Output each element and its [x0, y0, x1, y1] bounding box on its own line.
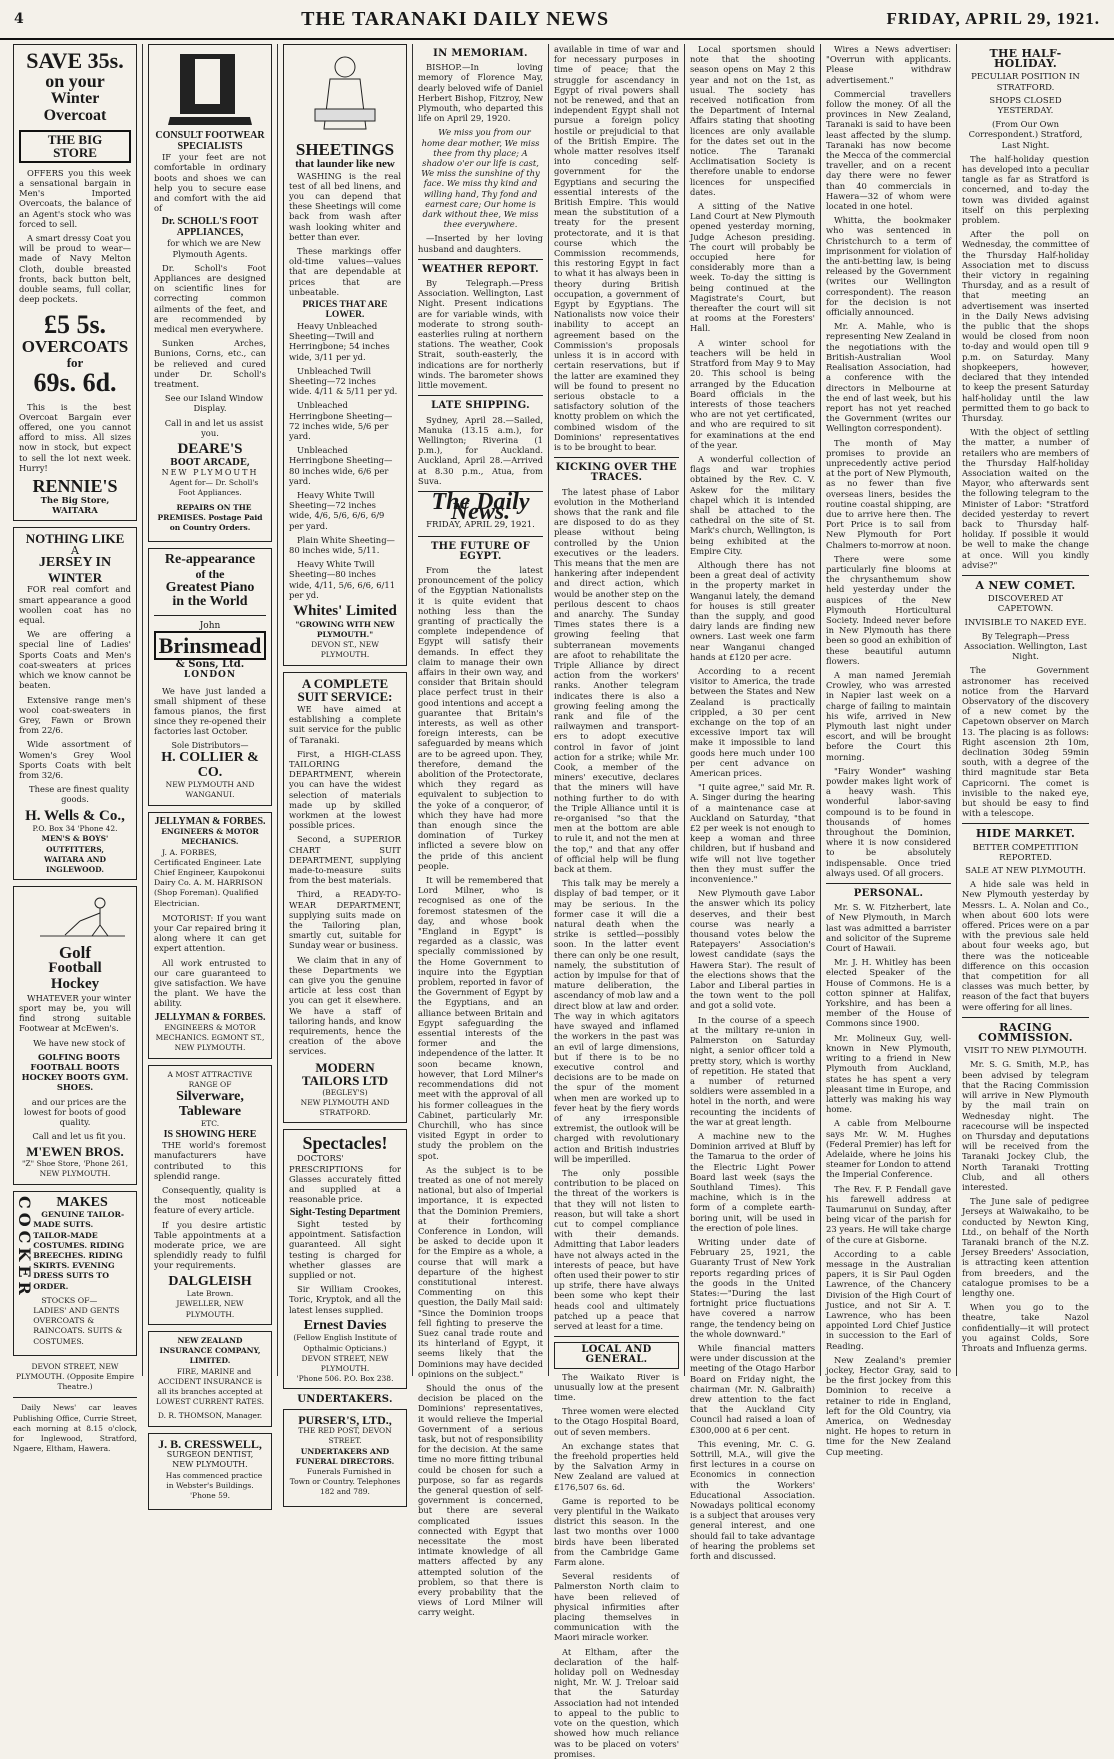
news-item: Mr. A. Mahle, who is representing New Zealand in the negotiations with the British-Australian Wool Realisation Association, had a conference with the directors in Melbourne at the end of last week, but his report has not yet reached the Government (writes our Wellington correspondent). — [826, 321, 951, 434]
ad-headline: JELLYMAN & FORBES. — [154, 815, 266, 827]
personal-item: New Zealand's premier jockey, Hector Gray, said to be the first jockey from this Dominion to receive a retainer to ride in England, left for the Old Country, via America, on Wednesday night. He hopes to return in time for the New Zealand Cup meeting. — [826, 1354, 951, 1457]
ad-address: DEVON ST., NEW PLYMOUTH. — [311, 640, 379, 660]
brand-prefix: John — [199, 620, 221, 631]
ad-subbrand: Late Brown. — [186, 1289, 234, 1299]
article-paragraph: After the poll on Wednesday, the committee of the Thursday Half-holiday Association met to discuss their victory in regaining Thursday, and as a result of that meeting an advertisement was inserted in the Daily News advising the public that the shops would be closed from noon to-day and would open till 9 p.m. on Saturday. Many shopkeepers, however, declared that they intended to keep the present Saturday half-holiday until the law permitted them to go back to Thursday. — [962, 229, 1089, 423]
ad-body: MOTORIST: If you want your Car repaired bring it along where it can get expert attention. — [154, 912, 266, 954]
editorial-continuation: available in time of war and for necessary purposes in time of peace; that the struggle for ascendancy in Egypt of rival powers shall not be renewed, and that an independent Egypt shall not pursue a foreign policy hostile or prejudicial to that of the British Empire. The whole matter resolves itself into conceding self-government for the Egyptians and securing the essential interests of the British Empire. This would mean the substitution of a treaty for the present protectorate, and it is that course which the Commission recommends, this restoring Egypt in fact to what it has always been in theory during British occupation, a government of Egypt by Egyptians. The Nationalists now voice their inability to accept an agreement based on the Commission's proposals unless it is in accord with certain reservations, but if the latter are examined they will be found to present no serious obstacle to a satisfactory solution of the knotty problem on which the combined wisdom of the Dominions' representatives is to be brought to bear. — [554, 44, 679, 452]
undertakers-heading: UNDERTAKERS. — [297, 1394, 393, 1406]
ad-headline-2: Football — [48, 960, 102, 977]
personal-item: Mr. S. W. Fitzherbert, late of New Plymouth, in March last was admitted a barrister and solicitor of the Supreme Court of Hawaii. — [826, 902, 951, 954]
wells-jersey-ad — [13, 527, 137, 880]
article-heading: HIDE MARKET. — [975, 827, 1076, 841]
news-item: Game is reported to be very plentiful in the Waikato district this season. In the last two months over 1000 birds have been liberated from the Cambridge Game Farm alone. — [554, 1495, 679, 1568]
divider — [962, 823, 1089, 824]
price-item: Heavy Unbleached Sheeting—Twill and Herringbone; 54 inches wide, 3/11 per yd. — [289, 320, 390, 362]
news-item: At Eltham, after the declaration of the half-holiday poll on Wednesday night, Mr. W. J. Treloar said that the Saturday Association had not intended to appeal to the public to vote on the question, which showed how much reliance was to be placed on voters' promises. — [554, 1646, 679, 1759]
shoe-illustration — [160, 49, 260, 129]
editorial-paragraph: As the subject is to be treated as one of not merely national, but also of Imperial importance, it is expected that the Dominion Premiers, at their forthcoming Conference in London, will be asked to decide upon it for the Empire as a whole, a course that will mark a departure of the highest constitutional interest. Commenting on this question, the Daily Mail said: "Since the Dominion troops fell fighting to preserve the Suez canal trade route and its hinterland of Egypt, it seems likely that the Dominions may have decided opinions on the subject." — [418, 1164, 543, 1379]
ad-subbrand: (BEGLEY'S) — [322, 1087, 368, 1097]
ad-address: ENGINEERS & MOTOR MECHANICS. EGMONT ST., NEW PLYMOUTH. — [155, 1023, 265, 1053]
divider — [418, 536, 543, 537]
ad-subhead: ENGINEERS & MOTOR MECHANICS. — [161, 827, 259, 847]
ad-manager: D. R. THOMSON, Manager. — [157, 1411, 263, 1421]
cocker-tailor-ad — [13, 1191, 137, 1356]
shipping-report: Sydney, April 28.—Sailed, Manuka (13.15 a.m.), for Wellington; Riverina (1 p.m.), for Auckland. Auckland, April 28.—Arrived at 8.30 p.m., Atua, from Suva. — [418, 414, 543, 486]
memoriam-signature: —Inserted by her loving husband and daughters. — [418, 233, 543, 254]
ad-headline-4: WINTER — [47, 569, 103, 585]
price-item: Unbleached Herringbone Sheeting—80 inches wide, 6/6 per yard. — [289, 445, 393, 486]
ad-brand: DALGLEISH — [168, 1273, 252, 1289]
laundress-illustration — [300, 49, 390, 139]
newspaper-title: THE TARANAKI DAILY NEWS — [301, 7, 610, 30]
news-item: A winter school for teachers will be held in Stratford from May 9 to May 20. This school is being arranged by the Education Board officials in the interests of those teachers who are not yet certificated, and who are required to sit for examinations at the end of the year. — [690, 337, 815, 450]
editorial-paragraph: From the latest pronouncement of the policy of the Egyptian Nationalists it is quite evident that nothing less than the granting of practically the complete independence of Egypt will satisfy their demands. In effect they claim to manage their own affairs in their own way, and consider that Britain should place perfect trust in their good intentions and accept a guarantee that Britain's interests, as well as other foreign interests, can be safeguarded by means which are to be agreed upon. They, therefore, demand the abolition of the Protectorate, which they regard as equivalent to subjection to the yoke of a conqueror, of which they have had more than enough since the domination of Turkey inflicted a severe blow on the pride of this ancient people. — [418, 564, 543, 871]
ad-town: NEW PLYMOUTH AND STRATFORD. — [300, 1098, 390, 1118]
ad-item-list: GENUINE TAILOR-MADE SUITS. TAILOR-MADE COSTUMES. RIDING BREECHES. RIDING SKIRTS. EVENING DRESS SUITS TO ORDER. — [33, 1210, 125, 1291]
ad-vertical-brand: COCKER — [15, 1195, 35, 1299]
divider — [826, 883, 951, 884]
divider — [418, 395, 543, 396]
store-logo: THE BIG STORE — [19, 130, 131, 163]
news-item: While financial matters were under discussion at the meeting of the Otago Harbor Board on Friday night, the chairman (Mr. N. Galbraith) drew attention to the fact that the Auckland City Council had raised a loan of £300,000 at 6 per cent. — [690, 1342, 815, 1435]
issue-date: FRIDAY, APRIL 29, 1921. — [886, 9, 1100, 28]
news-item: The Waikato River is unusually low at the present time. — [554, 1371, 679, 1402]
ad-firm: H. COLLIER & CO. — [161, 749, 259, 780]
column-5 — [549, 44, 685, 1759]
ad-headline: Spectacles! — [302, 1133, 388, 1154]
rennies-overcoat-ad — [13, 44, 137, 521]
mcewen-sport-ad — [13, 886, 137, 1184]
ad-headline-2: A — [71, 543, 79, 557]
news-item: "Fairy Wonder" washing powder makes light work of a heavy wash. This wonderful labor-saving compound is to be found in thousands of homes throughout the Dominion, where it is now considered to be absolutely indispensable. Once tried always used. Of all grocers. — [826, 765, 951, 878]
article-byline: (From Our Own Correspondent.) Stratford, Last Night. — [968, 119, 1083, 150]
ad-trade: JEWELLER, NEW PLYMOUTH. — [176, 1299, 244, 1319]
article-paragraph: The June sale of pedigree Jerseys at Waiwakaiho, to be conducted by Newton King, Ltd., on behalf of the North Taranaki branch of the N.Z. Jersey Breeders' Association, is attracting keen attention from breeders, and the catalogue promises to be a lengthy one. — [962, 1196, 1089, 1298]
ad-agent: Agent for— Dr. Scholl's Foot Appliances. — [169, 478, 259, 498]
article-paragraph: When you go to the theatre, take Nazol confidentially—it will protect you against Colds, Sore Throats and Influenza germs. — [962, 1302, 1089, 1353]
masthead — [0, 0, 1114, 40]
divider — [418, 259, 543, 260]
ad-body-5: We claim that in any of these Departments we can give you the genuine article at less cost than you can get it elsewhere. We have a staff of tailoring hands, and know requirements, hence the creation of the above services. — [289, 954, 401, 1057]
nz-insurance-ad — [148, 1331, 272, 1427]
ad-body-2: These markings offer old-time values—values that are dependable at prices that are unbeatable. — [289, 246, 401, 297]
news-item: Wires a News advertiser: "Overrun with applicants. Please withdraw advertisement." — [826, 44, 951, 85]
ad-body: THE world's foremost manufacturers have contributed to this splendid range. — [154, 1140, 266, 1181]
article-paragraph: The latest phase of Labor evolution in the Motherland shows that the rank and file are disposed to do as they please without being controlled by the Union executives or the leaders. This means that the men are hankering after independent and direct action, which would be another step on the perilous descent to chaos and anarchy. The Sunday Times states there is a growing feeling that subterranean movements are afoot to rehabilitate the Triple Alliance by direct action from the workers' ranks. Another telegram indicates there is also a growing feeling among the rank and file of the railwaymen and transport-ers to adopt executive control in favor of joint action for a strike; while Mr. Cook, a member of the miners' executive, declares that the miners will have nothing further to do with the Triple Alliance until it is re-organised "so that the men at the bottom are able to rule it, and not the men at the top," and that any offer of official help will be flung back at them. — [554, 486, 679, 875]
page-columns — [8, 44, 1106, 1759]
editorial-paragraph: It will be remembered that Lord Milner, who is recognised as one of the foremost statesmen of the day, and whose book "England in Egypt" is regarded as a classic, was specially commissioned by the Home Government to inquire into the Egyptian problem, reported in favor of the Government of Egypt by the Egyptians, and an alliance between Britain and Egypt safeguarding the essential interests of the former and the independence of the latter. It soon became known, however, that Lord Milner's recommendations did not meet with the approval of all his former colleagues in the Cabinet, particularly Mr. Churchill, who has since visited Egypt in order to study the problem on the spot. — [418, 875, 543, 1161]
article-paragraph: The Government astronomer has received notice from the Harvard Observatory of the discovery of a new comet by the Capetown observer on March 13. The placing is as follows: Right ascension 2th 10m, declination 30deg 59min south, with a degree of the third magnitude star Beta Capricorni. The comet is invisible to the naked eye, but should be easy to find with a telescope. — [962, 665, 1089, 819]
news-item: A machine new to the Dominion arrived at Bluff by the Tamarua to the order of the Electric Light Power Board last week (says the Southland Times). This machine, which is in the form of a complete earth-boring unit, will be used in the erection of pole lines. — [690, 1130, 815, 1233]
article-paragraph: With the object of settling the matter, a number of retailers who are members of the Thursday Half-holiday Association waited on the Mayor, who afterwards sent the following telegram to the Minister of Labor: "Stratford decided yesterday to revert back to Thursday half-holiday. If possible it would be well to make the change at once. Will you kindly advise?" — [962, 427, 1089, 570]
article-paragraph: The half-holiday question has developed into a peculiar tangle as far as Stratford is concerned, and to-day the town was divided against itself on this perplexing problem. — [962, 153, 1089, 226]
divider — [554, 457, 679, 458]
article-heading: RACING COMMISSION. — [978, 1020, 1073, 1045]
ad-phone: 'Phone 506. P.O. Box 238. — [296, 1374, 394, 1384]
section-heading: LATE SHIPPING. — [431, 400, 530, 412]
ad-body-5: See our Island Window Display. — [164, 393, 264, 414]
news-item: A wonderful collection of flags and war trophies obtained by the Rev. C. V. Askew for the military chapel which it is intended shall be attached to the cathedral on the site of St. Mark's church, Wellington, is being exhibited at the Empire City. — [690, 453, 815, 556]
article-subheading: SALE AT NEW PLYMOUTH. — [965, 866, 1086, 877]
ad-body-3: and our prices are the lowest for boots of good quality. — [23, 1096, 127, 1128]
ad-headline: Silverware, Tableware — [176, 1089, 244, 1119]
ad-body-5: These are finest quality goods. — [29, 784, 129, 805]
ad-body: WHATEVER your winter sport may be, you will find strong suitable Footwear at McEwen's. — [19, 992, 131, 1034]
ad-body-4: Wide assortment of Women's Grey Wool Sports Coats with belt from 32/6. — [19, 739, 131, 780]
price-item: OVERCOATS — [21, 336, 129, 356]
ad-subhead: that launder like new — [295, 158, 395, 171]
article-paragraph: The only possible contribution to be placed on the threat of the workers is that they will not listen to reason, but will take a short cut to compel compliance with their demands. Admitting that Labor leaders have not always acted in the interests of peace, but have often used their power to stir up strife, there have always been some who kept their heads cool and ultimately patched up a peace that served at least for a time. — [554, 1167, 679, 1331]
ad-body-2: First, a HIGH-CLASS TAILORING DEPARTMENT, wherein you can have the widest selection of materials made up by skilled workmen at the lowest possible prices. — [289, 748, 401, 831]
modern-tailors-ad — [283, 672, 407, 1124]
news-item: An exchange states that the freehold properties held by the Salvation Army in New Zealand are valued at £176,507 6s. 6d. — [554, 1440, 679, 1492]
ad-brand: Ernest Davies — [303, 1317, 387, 1333]
ad-body: OFFERS you this week a sensational bargain in Men's Imported Overcoats, the balance of an Agent's stock who was forced to sell. — [19, 167, 131, 229]
ad-body-2: All work entrusted to our care guaranteed to give satisfaction. We have the plant. We have the ability. — [154, 957, 266, 1009]
deares-footwear-ad — [148, 44, 272, 542]
personal-item: The Rev. F. P. Fendall gave his farewell address at Taumarunui on Sunday, after being vicar of the parish for 23 years. He will take charge of the cure at Gisborne. — [826, 1183, 951, 1245]
column-3 — [278, 44, 413, 1497]
ad-body-3: Extensive range men's wool coat-sweaters in Grey, Fawn or Brown from 22/6. — [19, 694, 131, 736]
news-item: Three women were elected to the Otago Hospital Board, out of seven members. — [554, 1406, 679, 1437]
editorial-paragraph: Should the onus of the decision be placed on the Dominions' representatives, it would relieve the Imperial Government of a serious task, but not of responsibility for the decision. At the same time no more fitting tribunal could be chosen for such a purpose, so far as regards the general question of self-government is concerned, but there are several complicated issues connected with Egypt that necessitate the most intimate knowledge of all matters affected by any attempted solution of the problem, so that there is every probability that the views of Lord Milner will carry weight. — [418, 1382, 543, 1618]
dalgleish-silverware-ad — [148, 1065, 272, 1325]
news-item: Although there has not been a great deal of activity in the property market in Wanganui lately, the demand for houses is still greater than the supply, and good dairy lands are finding new owners. Last week one farm near Wanganui changed hands at £120 per acre. — [690, 559, 815, 662]
ad-body-4: Sunken Arches, Bunions, Corns, etc., can be relieved and cured under Dr. Scholl's treatment. — [154, 338, 266, 390]
article-subheading: PECULIAR POSITION IN STRATFORD. — [971, 72, 1080, 93]
column-4 — [413, 44, 549, 1618]
local-general-heading: LOCAL AND GENERAL. — [554, 1342, 679, 1368]
article-byline: By Telegraph—Press Association. Wellington, Last Night. — [964, 630, 1087, 662]
personal-heading: PERSONAL. — [853, 888, 924, 900]
ad-brand: JELLYMAN & FORBES. — [154, 1011, 266, 1023]
price-item: Unbleached Herringbone Sheeting—72 inches wide, 5/6 per yard. — [289, 400, 393, 441]
section-heading: WEATHER REPORT. — [422, 263, 539, 275]
ad-brand: RENNIE'S — [32, 476, 118, 496]
ad-body: WE have aimed at establishing a complete suit service for the public of Taranaki. — [289, 703, 401, 745]
news-item: "I quite agree," said Mr. R. A. Singer during the hearing of a maintenance case at Auckland on Saturday, "that £2 per week is not enough to keep a woman and three children, but if husband and wife will not live together then they must suffer the inconvenience." — [690, 782, 815, 885]
article-paragraph: A hide sale was held in New Plymouth yesterday by Messrs. L. A. Nolan and Co., when about 600 lots were offered. Prices were on a par with the previous sale held about four weeks ago, but there was the noticeable difference on this occasion that competition for all classes was much better, by reason of the fact that buyers were offering for all lines. — [962, 879, 1089, 1012]
ad-body: We have just landed a small shipment of these famous pianos, the first since they re-opened their factories last October. — [154, 685, 266, 737]
old-price: £5 5s. — [43, 309, 107, 339]
ad-town: NEW PLYMOUTH — [161, 468, 259, 478]
ad-body-2: We have new stock of — [33, 1037, 125, 1048]
jellyman-forbes-ad — [148, 812, 272, 1059]
personal-item: A cable from Melbourne says Mr. W. M. Hughes (Federal Premier) has left for Adelaide, where he joins his steamer for London to attend the Imperial Conference. — [826, 1118, 951, 1180]
ad-headline-2: on your — [45, 71, 105, 92]
ad-subhead: IS SHOWING HERE — [163, 1128, 257, 1140]
ad-headline: Re-appearance — [164, 552, 256, 568]
ad-brand: MODERN TAILORS LTD — [301, 1059, 389, 1089]
divider — [554, 1336, 679, 1337]
divider — [154, 615, 266, 616]
golfer-illustration — [20, 891, 130, 941]
ad-brand: DEARE'S — [177, 441, 243, 458]
whites-sheeting-ad — [283, 44, 407, 666]
ad-stock-list: STOCKS OF— LADIES' AND GENTS OVERCOATS & RAINCOATS. SUITS & COSTUMES. — [33, 1295, 123, 1346]
news-item: There were some particularly fine blooms at the chrysanthemum show held yesterday under the auspices of the New Plymouth Horticultural Society. Indeed never before in New Plymouth has there been so good an exhibition of these beautiful autumn flowers. — [826, 553, 951, 666]
ad-address: The Big Store, WAITARA — [40, 495, 110, 517]
article-subheading: BETTER COMPETITION REPORTED. — [972, 842, 1079, 863]
news-item: In the course of a speech at the military re-union in Palmerston on Saturday night, a senior officer told a pretty story, which is worthy of repetition. He stated that a number of returned soldiers were assembled in a hotel in the north, and were recounting the incidents of the war at great length. — [690, 1014, 815, 1127]
ad-brand: Brinsmead — [154, 631, 266, 660]
ad-brand: J. B. CRESSWELL, — [158, 1436, 262, 1451]
price-item: Heavy White Twill Sheeting—80 inches wide, 4/11, 5/6, 6/6, 6/11 per yd. — [289, 559, 396, 600]
ad-brand: PURSER'S, LTD., — [298, 1412, 392, 1427]
weather-report: By Telegraph.—Press Association. Wellington, Last Night. Present indications are for variable winds, with moderate to strong south-easterlies ruling at northern stations. The weather, Cook Strait, south-easterly, the indications are for northerly winds. The barometer shows little movement. — [418, 278, 543, 391]
ad-brand: Whites' Limited — [293, 603, 397, 620]
editorial-heading: THE FUTURE OF EGYPT. — [430, 540, 531, 562]
ad-body: WASHING is the real test of all bed linens, and you can depend that these Sheetings will come back from wash after wash looking whiter and better than ever. — [289, 170, 401, 242]
ad-headline-2: of the — [195, 566, 225, 581]
ad-body-3: Second, a SUPERIOR CHART SUIT DEPARTMENT, supplying made-to-measure suits from the best materials. — [289, 834, 401, 886]
ad-headline: SAVE 35s. — [26, 48, 124, 73]
ad-headline: NEW ZEALAND INSURANCE COMPANY, LIMITED. — [159, 1335, 261, 1366]
editorial-dateline: FRIDAY, APRIL 29, 1921. — [426, 520, 535, 531]
news-item: According to a recent visitor to America, the trade between the States and New Zealand is practically crippled, a 30 per cent exchange on the top of an excessive import tax will make it impossible to land goods here much under 100 per cent advance on American prices. — [690, 665, 815, 779]
article-paragraph: Mr. S. G. Smith, M.P., has been advised by telegram that the Racing Commission will arrive in New Plymouth by the mail train on Wednesday night. The racecourse will be inspected on Thursday and deputations will be received from the Taranaki Jockey Club, the North Taranaki Trotting Club, and all others interested. — [962, 1059, 1089, 1192]
article-subheading: DISCOVERED AT CAPETOWN. — [987, 594, 1064, 615]
news-item: Several residents of Palmerston North claim to have been relieved of physical infirmities after placing themselves in communication with the Maori miracle worker. — [554, 1571, 679, 1643]
column-6 — [685, 44, 821, 1562]
divider — [962, 575, 1089, 576]
news-item: A man named Jeremiah Crowley, who was arrested in Napier last week on a charge of failing to maintain his wife, arrived in New Plymouth last night under escort, and will be brought before the Court this morning. — [826, 669, 951, 762]
cresswell-dentist-ad — [148, 1433, 272, 1511]
ad-body-4: Third, a READY-TO-WEAR DEPARTMENT, supplying suits made on the Tailoring plan, smartly cut, suitable for Sunday wear or business. — [289, 889, 401, 951]
ad-body-2: for which we are New Plymouth Agents. — [167, 238, 261, 259]
divider — [13, 1397, 137, 1398]
brinsmead-piano-ad — [148, 548, 272, 805]
news-item: Local sportsmen should note that the shooting season opens on May 2 this year and not on the 1st, as usual. The society has received notification from the Department of Internal Affairs stating that shooting licences are only available for the dates set out in the notice. The Taranaki Acclimatisation Society is therefore unable to endorse licences for unspecified dates. — [690, 44, 815, 197]
ad-subbrand: BOOT ARCADE, — [170, 457, 250, 468]
column-1 — [8, 44, 143, 1454]
article-subheading: VISIT TO NEW PLYMOUTH. — [964, 1046, 1087, 1057]
ad-headline-3: Hockey — [50, 976, 100, 993]
column-7 — [821, 44, 957, 1457]
ad-headline-3: Greatest Piano — [165, 579, 255, 595]
ad-subhead: UNDERTAKERS AND FUNERAL DIRECTORS. — [295, 1446, 395, 1466]
cocker-address: DEVON STREET, NEW PLYMOUTH. (Opposite Empire Theatre.) — [15, 1361, 135, 1392]
ad-headline: MAKES — [56, 1194, 108, 1210]
personal-item: Mr. J. H. Whitley has been elected Speaker of the House of Commons. He is a cotton spinner at Halifax, Yorkshire, and has been a member of the House of Commons since 1900. — [826, 957, 951, 1029]
ad-distributor-label: Sole Distributors— — [171, 740, 249, 750]
news-item: Whitta, the bookmaker who was sentenced in Christchurch to a term of imprisonment for violation of the anti-betting law, is being released by the Government (writes our Wellington correspondent). The reason for the decision is not officially announced. — [826, 215, 951, 318]
ad-body: Has commenced practice in Webster's Buildings. 'Phone 59. — [165, 1470, 263, 1500]
ad-intro: DOCTORS' PRESCRIPTIONS for Glasses accurately fitted and supplied at a reasonable price. — [289, 1153, 401, 1205]
ad-slogan: "GROWING WITH NEW PLYMOUTH." — [295, 619, 395, 639]
page-number: 4 — [14, 11, 24, 27]
news-item: The month of May promises to provide an unprecedently active period at the port of New Plymouth, as no fewer than five overseas liners, besides the routine coastal shipping, are due to arrive here then. The Port Price is to sail from New Plymouth for Port Chalmers to-morrow at noon. — [826, 437, 951, 550]
ad-body-2: A smart dressy Coat you will be proud to wear—made of Navy Melton Cloth, double breasted fronts, back button belt, double seams, full collar, deep pockets. — [19, 233, 131, 305]
ad-towns: WAITARA AND INGLEWOOD. — [43, 854, 107, 875]
ad-subhead: Sight-Testing Department — [289, 1207, 401, 1219]
price-for: for — [66, 354, 84, 370]
ad-tagline: MEN'S & BOYS' OUTFITTERS, — [41, 834, 109, 854]
ad-headline-4: in the World — [172, 594, 248, 610]
article-heading: THE HALF-HOLIDAY. — [989, 47, 1062, 71]
sale-price: 69s. 6d. — [33, 368, 117, 398]
column-2 — [143, 44, 278, 1500]
news-item: Writing under date of February 25, 1921, the Guaranty Trust of New York reports regarding prices of the goods in the United States:—"During the last fortnight price fluctuations have covered a narrow range, the tendency being on the whole downward." — [690, 1236, 815, 1339]
ad-body-2: Sir William Crookes, Toric, Kryptok, and all the latest lenses supplied. — [289, 1284, 401, 1315]
ad-headline-3: Winter Overcoat — [43, 89, 107, 124]
memoriam-notice: BISHOP.—In loving memory of Florence May, dearly beloved wife of Daniel Herbert Bishop, Fitzroy, New Plymouth, who departed this life on April 29, 1920. — [418, 62, 543, 124]
ad-etc: ETC. — [200, 1119, 220, 1129]
editorial-flag: The Daily News. — [431, 488, 530, 526]
delivery-notice: Daily News' car leaves Publishing Office, Currie Street, each morning at 8.15 o'clock, for Inglewood, Stratford, Ngaere, Eltham, Hawera. — [13, 1403, 137, 1454]
ad-item-list: GOLFING BOOTS FOOTBALL BOOTS HOCKEY BOOTS GYM. SHOES. — [21, 1051, 129, 1093]
ernest-davies-spectacles-ad — [283, 1129, 407, 1389]
ad-body: IF your feet are not comfortable in ordinary boots and shoes we can help you to secure ease and comfort with the aid of — [154, 152, 266, 214]
ad-address: "Z" Shoe Store, 'Phone 261, NEW PLYMOUTH. — [21, 1159, 129, 1179]
ad-headline: Golf — [58, 942, 92, 962]
ad-body-3: If you desire artistic Table appointments at a moderate price, we are splendidly ready to fulfil your requirements. — [154, 1219, 266, 1271]
ad-body-2: Consequently, quality is the most noticeable feature of every article. — [154, 1184, 266, 1216]
ad-body: Sight tested by appointment. Satisfaction guaranteed. All sight testing is charged for whether glasses are supplied or not. — [289, 1218, 401, 1280]
ad-body: Funerals Furnished in Town or Country. Telephones 182 and 789. — [289, 1467, 401, 1497]
ad-city: LONDON — [183, 670, 237, 681]
article-heading: KICKING OVER THE TRACES. — [556, 462, 677, 484]
ad-headline: A COMPLETE SUIT SERVICE: — [297, 675, 393, 705]
column-8 — [957, 44, 1094, 1376]
price-item: Plain White Sheeting—80 inches wide, 5/11. — [289, 534, 395, 556]
ad-headline: CONSULT FOOTWEAR SPECIALISTS — [155, 130, 265, 152]
ad-brand: H. Wells & Co., — [25, 807, 125, 824]
ad-body-3: Dr. Scholl's Foot Appliances are designed on scientific lines for correcting common ailments of the feet, and are recommended by medical men everywhere. — [154, 262, 266, 335]
ad-staff: J. A. FORBES, Certificated Engineer. Late Chief Engineer, Kaupokonui Dairy Co. A. M. HARRISON (Shop Foreman). Qualified Electrician. — [154, 847, 265, 908]
ad-body: FOR real comfort and smart appearance a good woollen coat has no equal. — [19, 584, 131, 626]
ad-brand: M'EWEN BROS. — [26, 1144, 124, 1160]
ad-body-2: We are offering a special line of Ladies' Sports Coats and Men's coat-sweaters at prices which we know cannot be beaten. — [19, 629, 131, 691]
news-item: New Plymouth gave Labor the answer which its policy deserves, and their best course was nearly a thousand votes below the Ratepayers' Association's lowest candidate (says the Hawera Star). The result of the elections shows that the Labor and Liberal parties in the town went to the poll and got a solid vote. — [690, 888, 815, 1011]
ad-subbrand: & Sons, Ltd. — [175, 659, 245, 671]
ad-prices-head: PRICES THAT ARE LOWER. — [302, 300, 388, 320]
ad-credentials: (Fellow English Institute of Opthalmic Opticians.) — [293, 1333, 397, 1353]
price-item: Heavy White Twill Sheeting—72 inches wide, 4/6, 5/6, 6/6, 6/9 per yard. — [289, 490, 385, 531]
memoriam-verse: We miss you from our home dear mother, We miss thee from thy place; A shadow o'er our life is cast, We miss the sunshine of thy face. We miss thy kind and willing hand, Thy fond and earnest care; Our home is dark without thee, We miss thee everywhere. — [421, 127, 540, 230]
news-item: This evening, Mr. C. G. Sottrill, M.A., will give the first lectures in a course on Economics in connection with the Workers' Educational Association. Nowadays political economy is a subject that arouses very general interest, and one should fail to take advantage of hearing the problems set forth and discussed. — [690, 1438, 815, 1562]
ad-pretitle: A MOST ATTRACTIVE RANGE OF — [167, 1069, 253, 1089]
ad-town: NEW PLYMOUTH AND WANGANUI. — [165, 780, 255, 800]
ad-profession: SURGEON DENTIST, — [166, 1450, 254, 1460]
article-heading: A NEW COMET. — [975, 578, 1076, 592]
ad-repairs: REPAIRS ON THE PREMISES. Postage Paid on Country Orders. — [157, 502, 263, 533]
ad-body-4: Call and let us fit you. — [32, 1131, 126, 1142]
ad-address: DEVON STREET, NEW PLYMOUTH. — [301, 1353, 389, 1374]
ad-body-6: Call in and let us assist you. — [164, 417, 264, 438]
ad-headline-3: JERSEY IN — [38, 555, 112, 571]
price-item: Unbleached Twill Sheeting—72 inches wide. 4/11 & 5/11 per yd. — [289, 365, 398, 397]
article-subheading: SHOPS CLOSED YESTERDAY. — [989, 95, 1062, 117]
personal-item: Mr. Molineux Guy, well-known in New Plymouth, writing to a friend in New Plymouth from Auckland, states he has spent a very pleasant time in Europe, and latterly was making his way home. — [826, 1032, 951, 1115]
news-item: Commercial travellers follow the money. Of all the provinces in New Zealand, Taranaki is said to have been least affected by the slump. Taranaki has now become the Mecca of the commercial traveller, and on a recent day there were no fewer than 40 commercials in Hawera—32 of whom were located in one hotel. — [826, 88, 951, 212]
ad-address: P.O. Box 34 'Phone 42. — [32, 824, 118, 834]
ad-address: THE RED POST, DEVON STREET. — [298, 1426, 392, 1446]
section-heading: IN MEMORIAM. — [433, 48, 528, 59]
divider — [962, 1017, 1089, 1018]
ad-product: Dr. SCHOLL'S FOOT APPLIANCES, — [161, 216, 259, 238]
ad-body: FIRE, MARINE and ACCIDENT INSURANCE is all its branches accepted at LOWEST CURRENT RATES. — [156, 1366, 264, 1407]
article-subheading: INVISIBLE TO NAKED EYE. — [964, 617, 1087, 628]
article-paragraph: This talk may be merely a display of bad temper, or it may be serious. In the former case it will die a natural death when the strike is settled—possibly soon. In the latter event there can only be one result, namely, the substitution of action by impulse for that of mature deliberation, the ascendancy of mob law and a direct blow at law and order. The way in which agitators have swayed and inflamed the workers in the past was an evil of large dimensions, but if there is to be no executive control and decisions are to be made on the spur of the moment when men are worked up to fever heat by the fiery words of any irresponsible extremist, the outlook will be charged with revolutionary action and British industries will be imperilled. — [554, 878, 679, 1164]
ad-headline: NOTHING LIKE — [25, 531, 125, 547]
pursers-undertakers-ad — [283, 1409, 407, 1507]
ad-headline: SHEETINGS — [295, 140, 395, 160]
ad-town: NEW PLYMOUTH. — [172, 1460, 248, 1470]
ad-body-3: This is the best Overcoat Bargain ever offered, one you cannot afford to miss. All sizes now in stock, but expect to sell the lot next week. Hurry! — [19, 401, 131, 473]
news-item: A sitting of the Native Land Court at New Plymouth opened yesterday morning, Judge Acheson presiding. The court will probably be occupied here for considerably more than a week. To-day the sitting is being continued at the Magistrate's Court, but thereafter the court will sit at rooms at the Foresters' Hall. — [690, 201, 815, 334]
personal-item: According to a cable message in the Australian papers, it is Sir Paul Ogden Lawrence, of the Chancery Division of the High Court of Justice, and not Sir A. T. Lawrence, who has been appointed Lord Chief Justice in succession to the Earl of Reading. — [826, 1248, 951, 1351]
